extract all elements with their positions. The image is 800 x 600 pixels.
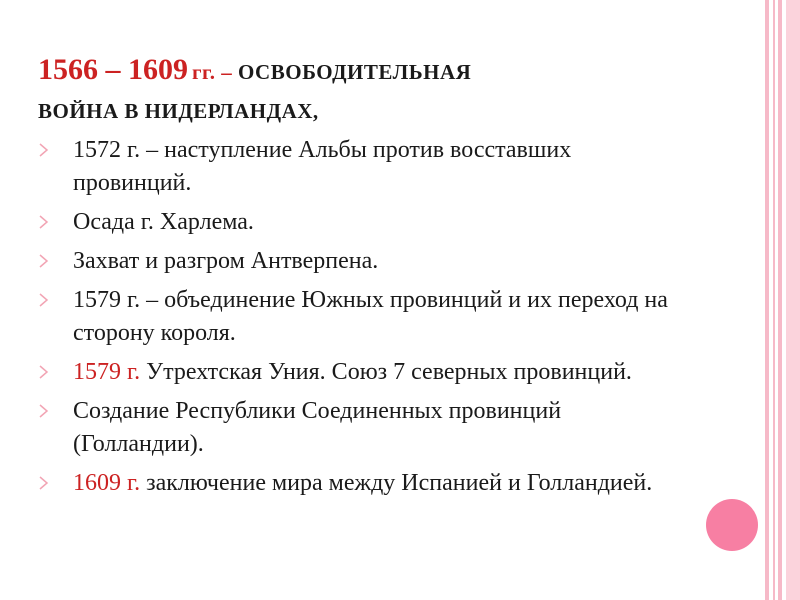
title-gg: гг. – [192, 60, 233, 84]
item-date: 1579 г. [73, 359, 141, 385]
list-item [38, 356, 678, 389]
list-item [38, 467, 678, 500]
bullet-arrow-icon [39, 143, 49, 157]
list-item [38, 284, 678, 350]
slide-title [38, 52, 738, 129]
stripe-4 [786, 0, 800, 600]
bullet-arrow-icon [39, 215, 49, 229]
item-text: заключение мира между Испанией и Голландией. [140, 470, 653, 496]
item-text: Осада г. Харлема. [73, 209, 254, 235]
decorative-circle-icon [706, 499, 758, 551]
list-item [38, 134, 678, 200]
title-line-2: ВОЙНА В НИДЕРЛАНДАХ, [38, 99, 319, 123]
item-text: 1579 г. – объединение Южных провинций и их переход на сторону короля. [73, 287, 668, 346]
stripe-1 [765, 0, 769, 600]
item-text: Создание Республики Соединенных провинций (Голландии). [73, 398, 562, 457]
item-text: Утрехтская Уния. Союз 7 северных провинций. [140, 359, 632, 385]
bullet-arrow-icon [39, 254, 49, 268]
bullet-arrow-icon [39, 476, 49, 490]
list-item [38, 245, 678, 278]
bullet-arrow-icon [39, 365, 49, 379]
right-decorative-stripes [765, 0, 800, 600]
bullet-arrow-icon [39, 293, 49, 307]
list-item [38, 206, 678, 239]
title-line-1 [38, 52, 738, 93]
stripe-3 [778, 0, 782, 600]
item-date: 1609 г. [73, 470, 141, 496]
item-text: 1572 г. – наступление Альбы против восставших провинций. [73, 137, 572, 196]
item-text: Захват и разгром Антверпена. [73, 248, 379, 274]
title-line1-rest: ОСВОБОДИТЕЛЬНАЯ [232, 60, 472, 84]
bullet-arrow-icon [39, 404, 49, 418]
stripe-2 [773, 0, 775, 600]
title-years: 1566 – 1609 [38, 53, 188, 86]
list-item [38, 395, 678, 461]
bullet-list [38, 134, 678, 506]
